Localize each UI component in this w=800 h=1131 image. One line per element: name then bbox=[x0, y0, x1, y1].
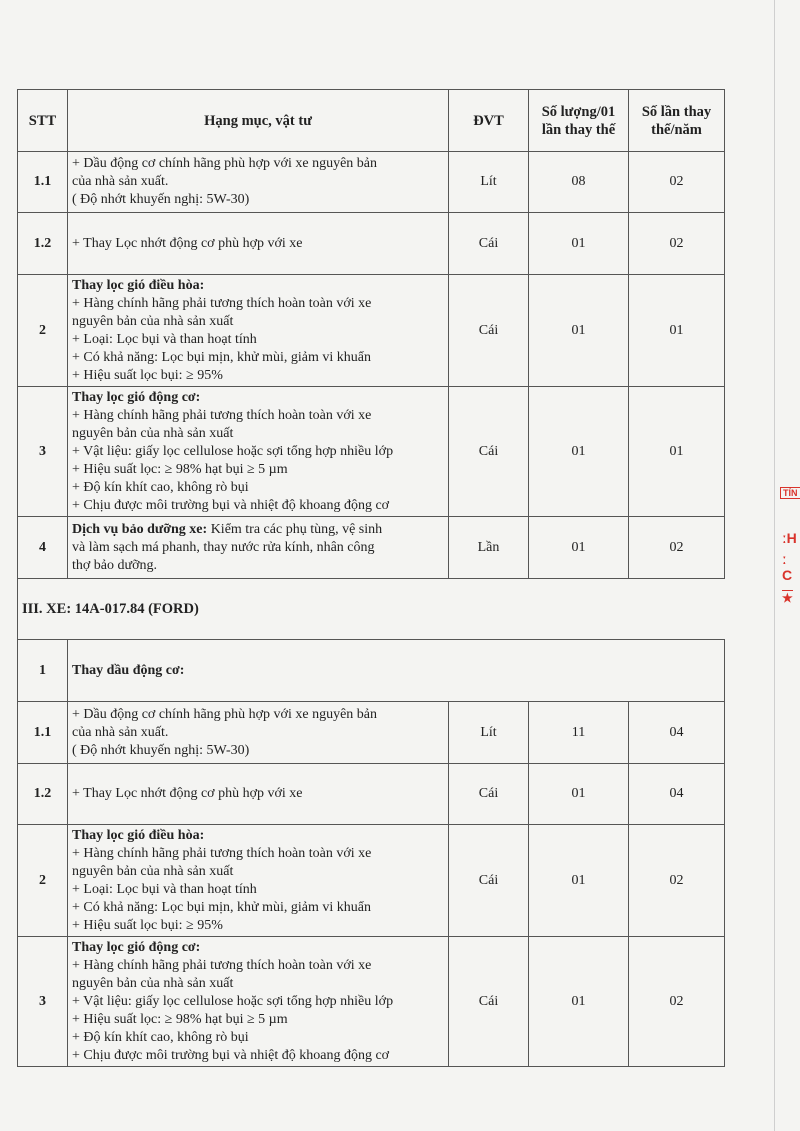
row-stt: 3 bbox=[18, 937, 68, 1067]
row-freq: 04 bbox=[629, 764, 725, 825]
table-row bbox=[18, 825, 725, 937]
row-qty: 01 bbox=[529, 517, 629, 579]
item-line: + Chịu được môi trường bụi và nhiệt độ khoang động cơ bbox=[72, 1047, 390, 1063]
item-line: + Vật liệu: giấy lọc cellulose hoặc sợi tổng hợp nhiều lớp bbox=[72, 993, 394, 1009]
row-qty: 08 bbox=[529, 152, 629, 213]
table-row bbox=[18, 213, 725, 275]
item-line: + Thay Lọc nhớt động cơ phù hợp với xe bbox=[72, 235, 303, 251]
table-row bbox=[18, 764, 725, 825]
stamp-fragment: ★ bbox=[782, 591, 793, 605]
row-stt: 1.1 bbox=[18, 702, 68, 764]
item-line: nguyên bản của nhà sản xuất bbox=[72, 425, 234, 441]
table-row bbox=[18, 387, 725, 517]
row-item bbox=[68, 640, 725, 702]
item-line: + Có khả năng: Lọc bụi mịn, khử mùi, giảm vi khuẩn bbox=[72, 349, 371, 365]
stamp-fragment: TỈN bbox=[780, 487, 800, 499]
table-row bbox=[18, 275, 725, 387]
item-line: + Hàng chính hãng phải tương thích hoàn toàn với xe bbox=[72, 407, 372, 423]
row-unit: Cái bbox=[449, 764, 529, 825]
row-freq: 01 bbox=[629, 387, 725, 517]
row-stt: 1 bbox=[18, 640, 68, 702]
item-line: nguyên bản của nhà sản xuất bbox=[72, 313, 234, 329]
item-line: + Hiệu suất lọc: ≥ 98% hạt bụi ≥ 5 µm bbox=[72, 1011, 288, 1027]
row-freq: 02 bbox=[629, 213, 725, 275]
item-line: + Độ kín khít cao, không rò bụi bbox=[72, 479, 249, 495]
item-line: + Hàng chính hãng phải tương thích hoàn toàn với xe bbox=[72, 845, 372, 861]
row-qty: 01 bbox=[529, 387, 629, 517]
stamp-fragment: ː C bbox=[782, 551, 793, 583]
item-line: + Độ kín khít cao, không rò bụi bbox=[72, 1029, 249, 1045]
header-unit: ĐVT bbox=[449, 90, 529, 152]
row-unit: Cái bbox=[449, 937, 529, 1067]
header-qty: Số lượng/01 lần thay thế bbox=[529, 90, 629, 152]
item-line: Kiểm tra các phụ tùng, vệ sinh bbox=[207, 521, 383, 537]
item-line: ( Độ nhớt khuyến nghị: 5W-30) bbox=[72, 742, 250, 758]
item-heading: Dịch vụ bảo dưỡng xe: bbox=[72, 521, 208, 537]
item-line: + Hiệu suất lọc bụi: ≥ 95% bbox=[72, 917, 223, 933]
maintenance-table bbox=[17, 89, 725, 1067]
row-item bbox=[68, 517, 449, 579]
row-item bbox=[68, 387, 449, 517]
row-stt: 4 bbox=[18, 517, 68, 579]
row-freq: 02 bbox=[629, 152, 725, 213]
item-heading: Thay lọc gió điều hòa: bbox=[72, 277, 205, 293]
header-freq: Số lần thay thế/năm bbox=[629, 90, 725, 152]
row-item bbox=[68, 764, 449, 825]
row-stt: 1.1 bbox=[18, 152, 68, 213]
row-item bbox=[68, 213, 449, 275]
header-item: Hạng mục, vật tư bbox=[68, 90, 449, 152]
item-line: + Loại: Lọc bụi và than hoạt tính bbox=[72, 331, 257, 347]
item-line bbox=[72, 521, 444, 539]
row-freq: 04 bbox=[629, 702, 725, 764]
row-unit: Cái bbox=[449, 213, 529, 275]
item-line: + Dầu động cơ chính hãng phù hợp với xe nguyên bản bbox=[72, 156, 377, 171]
item-heading: Thay lọc gió động cơ: bbox=[72, 939, 201, 955]
item-line: + Hàng chính hãng phải tương thích hoàn toàn với xe bbox=[72, 957, 372, 973]
row-qty: 01 bbox=[529, 937, 629, 1067]
item-line: + Loại: Lọc bụi và than hoạt tính bbox=[72, 881, 257, 897]
row-stt: 3 bbox=[18, 387, 68, 517]
stamp-fragment: ːH bbox=[782, 530, 797, 546]
header-row bbox=[18, 90, 725, 152]
table-row bbox=[18, 702, 725, 764]
item-line: và làm sạch má phanh, thay nước rửa kính, nhân công bbox=[72, 539, 375, 555]
row-freq: 02 bbox=[629, 517, 725, 579]
section-title: III. XE: 14A-017.84 (FORD) bbox=[18, 579, 725, 640]
page-edge bbox=[774, 0, 775, 1131]
item-line: + Chịu được môi trường bụi và nhiệt độ khoang động cơ bbox=[72, 497, 390, 513]
row-freq: 01 bbox=[629, 275, 725, 387]
header-stt: STT bbox=[18, 90, 68, 152]
table-row bbox=[18, 152, 725, 213]
item-heading: Thay lọc gió điều hòa: bbox=[72, 827, 205, 843]
item-heading: Thay dầu động cơ: bbox=[72, 662, 185, 678]
item-line: ( Độ nhớt khuyến nghị: 5W-30) bbox=[72, 192, 250, 207]
item-line: + Hiệu suất lọc: ≥ 98% hạt bụi ≥ 5 µm bbox=[72, 461, 288, 477]
row-unit: Lần bbox=[449, 517, 529, 579]
row-item bbox=[68, 152, 449, 213]
row-qty: 01 bbox=[529, 825, 629, 937]
item-line: + Dầu động cơ chính hãng phù hợp với xe nguyên bản bbox=[72, 706, 377, 722]
item-heading: Thay lọc gió động cơ: bbox=[72, 389, 201, 405]
item-line: của nhà sản xuất. bbox=[72, 724, 169, 740]
row-qty: 11 bbox=[529, 702, 629, 764]
row-freq: 02 bbox=[629, 937, 725, 1067]
item-line: + Vật liệu: giấy lọc cellulose hoặc sợi tổng hợp nhiều lớp bbox=[72, 443, 394, 459]
row-item bbox=[68, 275, 449, 387]
row-stt: 2 bbox=[18, 275, 68, 387]
table-row bbox=[18, 517, 725, 579]
item-line: của nhà sản xuất. bbox=[72, 174, 169, 189]
row-stt: 2 bbox=[18, 825, 68, 937]
item-line: + Hiệu suất lọc bụi: ≥ 95% bbox=[72, 367, 223, 383]
item-line: nguyên bản của nhà sản xuất bbox=[72, 863, 234, 879]
section-row bbox=[18, 579, 725, 640]
row-item bbox=[68, 702, 449, 764]
row-qty: 01 bbox=[529, 764, 629, 825]
row-stt: 1.2 bbox=[18, 213, 68, 275]
row-item bbox=[68, 825, 449, 937]
row-stt: 1.2 bbox=[18, 764, 68, 825]
row-qty: 01 bbox=[529, 275, 629, 387]
row-item bbox=[68, 937, 449, 1067]
table-row bbox=[18, 937, 725, 1067]
row-freq: 02 bbox=[629, 825, 725, 937]
item-line: thợ bảo dưỡng. bbox=[72, 557, 157, 573]
row-unit: Cái bbox=[449, 275, 529, 387]
row-qty: 01 bbox=[529, 213, 629, 275]
item-line: + Có khả năng: Lọc bụi mịn, khử mùi, giảm vi khuẩn bbox=[72, 899, 371, 915]
item-line: + Thay Lọc nhớt động cơ phù hợp với xe bbox=[72, 786, 303, 801]
item-line: nguyên bản của nhà sản xuất bbox=[72, 975, 234, 991]
row-unit: Cái bbox=[449, 387, 529, 517]
table-row bbox=[18, 640, 725, 702]
row-unit: Lít bbox=[449, 702, 529, 764]
item-line: + Hàng chính hãng phải tương thích hoàn toàn với xe bbox=[72, 295, 372, 311]
row-unit: Cái bbox=[449, 825, 529, 937]
row-unit: Lít bbox=[449, 152, 529, 213]
